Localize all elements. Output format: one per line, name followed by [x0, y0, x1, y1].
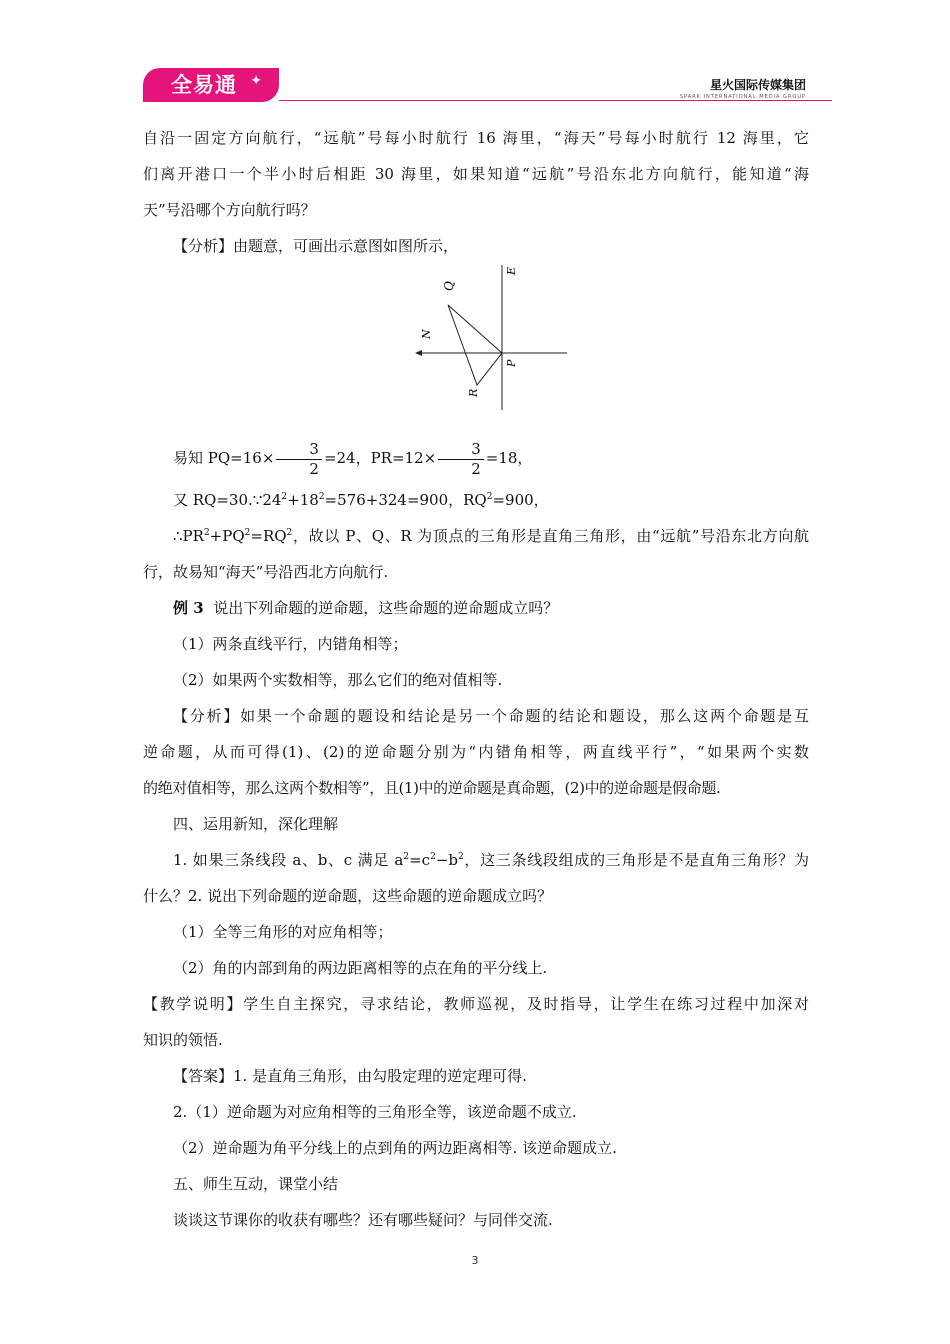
calc-line-1 [143, 434, 809, 482]
analysis-2-line-2: 逆命题，从而可得(1)、(2)的逆命题分别为“内错角相等，两直线平行”，“如果两个实数 [143, 743, 809, 761]
triangle-figure [405, 255, 575, 415]
label-e: E [505, 266, 518, 275]
publisher-name: 星火国际传媒集团 [709, 78, 806, 92]
example-label: 例 3 [173, 599, 204, 617]
example-3-item-2: （2）如果两个实数相等，那么它们的绝对值相等. [173, 671, 503, 689]
sparkle-icon: ✦ [250, 73, 263, 89]
publisher [680, 76, 806, 100]
publisher-subtitle: SPARK INTERNATIONAL MEDIA GROUP [679, 94, 806, 100]
brand-logo [143, 68, 279, 102]
calc-text: =24，PR=12× [323, 449, 437, 467]
fraction-three-halves [276, 439, 322, 478]
problem-line-2: 们离开港口一个半小时后相距 30 海里，如果知道“远航”号沿东北方向航行，能知道“海 [143, 165, 809, 183]
exponent: 2 [244, 528, 251, 538]
calc-text: ，故以 P、Q、R 为顶点的三角形是直角三角形，由“远航”号沿东北方向航 [292, 527, 809, 545]
exponent: 2 [281, 492, 288, 502]
page-number: 3 [471, 1254, 479, 1267]
question-text: 1. 如果三条线段 a、b、c 满足 a [173, 851, 404, 869]
fraction-numerator: 3 [438, 442, 484, 460]
exponent: 2 [430, 852, 436, 862]
section-4-question-1 [143, 842, 809, 878]
label-n: N [420, 329, 433, 339]
teaching-note-line-2: 知识的领悟. [143, 1031, 223, 1049]
calc-text: +PQ [209, 527, 245, 545]
analysis-tag: 【分析】 [173, 237, 234, 255]
west-arrow [415, 350, 422, 356]
calc-line-3 [143, 518, 809, 554]
triangle-pqr [448, 305, 502, 385]
calc-text: 易知 PQ=16× [173, 449, 275, 467]
exponent: 2 [458, 852, 464, 862]
header-divider [279, 100, 832, 101]
analysis-2-line-3: 的绝对值相等，那么这两个数相等”，且(1)中的逆命题是真命题，(2)中的逆命题是假命题. [143, 779, 721, 797]
answer-line-1: 【答案】1. 是直角三角形，由勾股定理的逆定理可得. [173, 1067, 527, 1085]
answer-line-2: 2.（1）逆命题为对应角相等的三角形全等，该逆命题不成立. [173, 1103, 577, 1121]
section-4-title: 四、运用新知，深化理解 [173, 815, 339, 833]
calc-text: =18， [485, 449, 533, 467]
section-5-text: 谈谈这节课你的收获有哪些？还有哪些疑问？与同伴交流. [173, 1211, 553, 1229]
question-text: ，这三条线段组成的三角形是不是直角三角形？为 [463, 851, 809, 869]
section-4-item-2: （2）角的内部到角的两边距离相等的点在角的平分线上. [173, 959, 548, 977]
teaching-note-line-1: 【教学说明】学生自主探究，寻求结论，教师巡视，及时指导，让学生在练习过程中加深对 [143, 995, 809, 1013]
fraction-denominator: 2 [309, 459, 319, 478]
calc-text: =RQ [250, 527, 287, 545]
calc-line-4: 行，故易知“海天”号沿西北方向航行. [143, 563, 389, 581]
page-header [0, 0, 950, 110]
section-5-title: 五、师生互动，课堂小结 [173, 1175, 339, 1193]
analysis-2-line-1: 【分析】如果一个命题的题设和结论是另一个命题的结论和题设，那么这两个命题是互 [173, 707, 809, 725]
example-3-heading [143, 590, 809, 626]
exponent: 2 [318, 492, 325, 502]
section-4-question-2: 什么？2. 说出下列命题的逆命题，这些命题的逆命题成立吗？ [143, 887, 553, 905]
answer-line-3: （2）逆命题为角平分线上的点到角的两边距离相等. 该逆命题成立. [173, 1139, 617, 1157]
example-3-item-1: （1）两条直线平行，内错角相等； [173, 635, 408, 653]
calc-text: +18 [287, 491, 319, 509]
exponent: 2 [403, 852, 410, 862]
problem-line-3: 天”号沿哪个方向航行吗？ [143, 201, 316, 219]
analysis-text: 由题意，可画出示意图如图所示， [233, 237, 459, 255]
fraction-denominator: 2 [471, 459, 481, 478]
example-text: 说出下列命题的逆命题，这些命题的逆命题成立吗？ [213, 599, 559, 617]
fraction-numerator: 3 [276, 442, 322, 460]
fraction-three-halves [438, 439, 484, 478]
calc-text: ∴PR [173, 527, 204, 545]
calc-text: =576+324=900，RQ [324, 491, 487, 509]
exponent: 2 [486, 492, 493, 502]
logo-text: 全易通 [171, 73, 237, 97]
problem-line-1: 自沿一固定方向航行，“远航”号每小时航行 16 海里，“海天”号每小时航行 12 海里，它 [143, 129, 809, 147]
label-p: P [505, 359, 518, 367]
label-r: R [467, 388, 480, 397]
section-4-item-1: （1）全等三角形的对应角相等； [173, 923, 393, 941]
question-text: −b [435, 851, 458, 869]
calc-text: 又 RQ=30.∵24 [173, 491, 282, 509]
calc-line-2 [143, 482, 809, 518]
calc-text: =900， [492, 491, 549, 509]
exponent: 2 [203, 528, 210, 538]
exponent: 2 [286, 528, 293, 538]
question-text: =c [409, 851, 431, 869]
label-q: Q [442, 281, 456, 291]
